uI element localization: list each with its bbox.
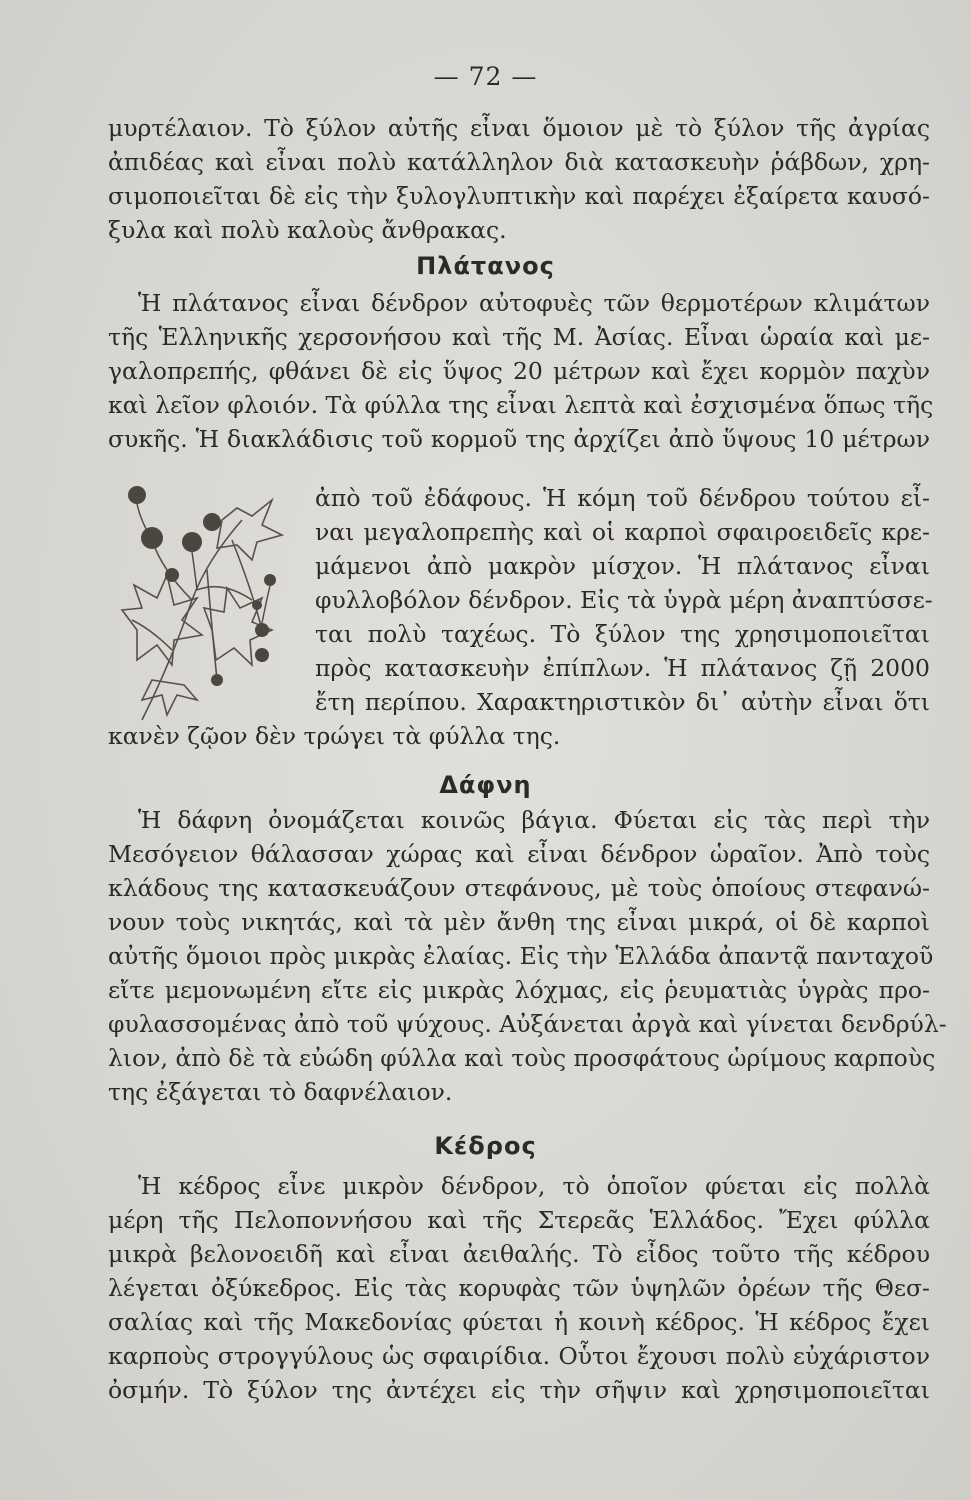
text-line: ναι μεγαλοπρεπὴς καὶ οἱ καρποὶ σφαιροειδεῖς κρε- <box>315 518 930 546</box>
text-line: μέρη τῆς Πελοποννήσου καὶ τῆς Στερεᾶς Ἑλλάδος. Ἔχει φύλλα <box>108 1206 930 1234</box>
text-line: ὀσμήν. Τὸ ξύλον της ἀντέχει εἰς τὴν σῆψιν καὶ χρησιμοποιεῖται <box>108 1376 930 1404</box>
text-line: γαλοπρεπής, φθάνει δὲ εἰς ὕψος 20 μέτρων καὶ ἔχει κορμὸν παχὺν <box>108 357 930 385</box>
text-line: καρποὺς στρογγύλους ὡς σφαιρίδια. Οὗτοι ἔχουσι πολὺ εὐχάριστον <box>108 1342 930 1370</box>
text-line: ἔτη περίπου. Χαρακτηριστικὸν δι᾽ αὐτὴν εἶναι ὅτι <box>315 688 930 716</box>
text-line: ται πολὺ ταχέως. Τὸ ξύλον της χρησιμοποιεῖται <box>315 620 930 648</box>
text-line: φυλασσομένας ἀπὸ τοῦ ψύχους. Αὐξάνεται ἀργὰ καὶ γίνεται δενδρύλ- <box>108 1010 947 1038</box>
text-line: καὶ λεῖον φλοιόν. Τὰ φύλλα της εἶναι λεπτὰ καὶ ἐσχισμένα ὅπως τῆς <box>108 391 934 419</box>
section-heading-dafni: Δάφνη <box>439 771 532 799</box>
text-line: κλάδους της κατασκευάζουν στεφάνους, μὲ τοὺς ὁποίους στεφανώ- <box>108 874 930 902</box>
text-line: σιμοποιεῖται δὲ εἰς τὴν ξυλογλυπτικὴν καὶ παρέχει ἐξαίρετα καυσό- <box>108 182 930 210</box>
text-line: μυρτέλαιον. Τὸ ξύλον αὐτῆς εἶναι ὅμοιον μὲ τὸ ξύλον τῆς ἀγρίας <box>108 114 930 142</box>
text-line: αὐτῆς ὅμοιοι πρὸς μικρὰς ἐλαίας. Εἰς τὴν Ἑλλάδα ἀπαντᾷ πανταχοῦ <box>108 942 934 970</box>
text-line: νουν τοὺς νικητάς, καὶ τὰ μὲν ἄνθη της εἶναι μικρά, οἱ δὲ καρποὶ <box>108 908 930 936</box>
text-line: ἀπιδέας καὶ εἶναι πολὺ κατάλληλον διὰ κατασκευὴν ῥάβδων, χρη- <box>108 148 930 176</box>
text-line: μικρὰ βελονοειδῆ καὶ εἶναι ἀειθαλής. Τὸ εἶδος τοῦτο τῆς κέδρου <box>108 1240 930 1268</box>
text-line: Μεσόγειον θάλασσαν χώρας καὶ εἶναι δένδρον ὡραῖον. Ἀπὸ τοὺς <box>108 840 930 868</box>
text-line: Ἡ κέδρος εἶνε μικρὸν δένδρον, τὸ ὁποῖον φύεται εἰς πολλὰ <box>138 1172 930 1200</box>
text-line: ξυλα καὶ πολὺ καλοὺς ἄνθρακας. <box>108 216 507 244</box>
section-heading-kedros: Κέδρος <box>434 1132 537 1160</box>
text-line: κανὲν ζῷον δὲν τρώγει τὰ φύλλα της. <box>108 722 561 750</box>
text-line: τῆς Ἑλληνικῆς χερσονήσου καὶ τῆς Μ. Ἀσίας. Εἶναι ὡραία καὶ με- <box>108 323 930 351</box>
text-line: φυλλοβόλον δένδρον. Εἰς τὰ ὑγρὰ μέρη ἀναπτύσσε- <box>315 586 933 614</box>
page-number: — 72 — <box>433 62 538 91</box>
text-line: της ἐξάγεται τὸ δαφνέλαιον. <box>108 1078 453 1106</box>
text-line: πρὸς κατασκευὴν ἐπίπλων. Ἡ πλάτανος ζῇ 2000 <box>315 654 930 682</box>
text-line: Ἡ δάφνη ὀνομάζεται κοινῶς βάγια. Φύεται εἰς τὰς περὶ τὴν <box>138 806 930 834</box>
text-line: εἴτε μεμονωμένη εἴτε εἰς μικρὰς λόχμας, εἰς ῥευματιὰς ὑγρὰς προ- <box>108 976 930 1004</box>
section-heading-platanos: Πλάτανος <box>416 252 555 280</box>
text-line: Ἡ πλάτανος εἶναι δένδρον αὐτοφυὲς τῶν θερμοτέρων κλιμάτων <box>138 289 930 317</box>
text-line: συκῆς. Ἡ διακλάδισις τοῦ κορμοῦ της ἀρχίζει ἀπὸ ὕψους 10 μέτρων <box>108 425 930 453</box>
text-line: ἀπὸ τοῦ ἐδάφους. Ἡ κόμη τοῦ δένδρου τούτου εἶ- <box>315 484 930 512</box>
text-line: λέγεται ὀξύκεδρος. Εἰς τὰς κορυφὰς τῶν ὑψηλῶν ὀρέων τῆς Θεσ- <box>108 1274 930 1302</box>
text-line: μάμενοι ἀπὸ μακρὸν μίσχον. Ἡ πλάτανος εἶναι <box>315 552 930 580</box>
text-line: σαλίας καὶ τῆς Μακεδονίας φύεται ἡ κοινὴ κέδρος. Ἡ κέδρος ἔχει <box>108 1308 930 1336</box>
text-line: λιον, ἀπὸ δὲ τὰ εὐώδη φύλλα καὶ τοὺς προσφάτους ὡρίμους καρποὺς <box>108 1044 936 1072</box>
plane-tree-illustration <box>112 480 302 730</box>
